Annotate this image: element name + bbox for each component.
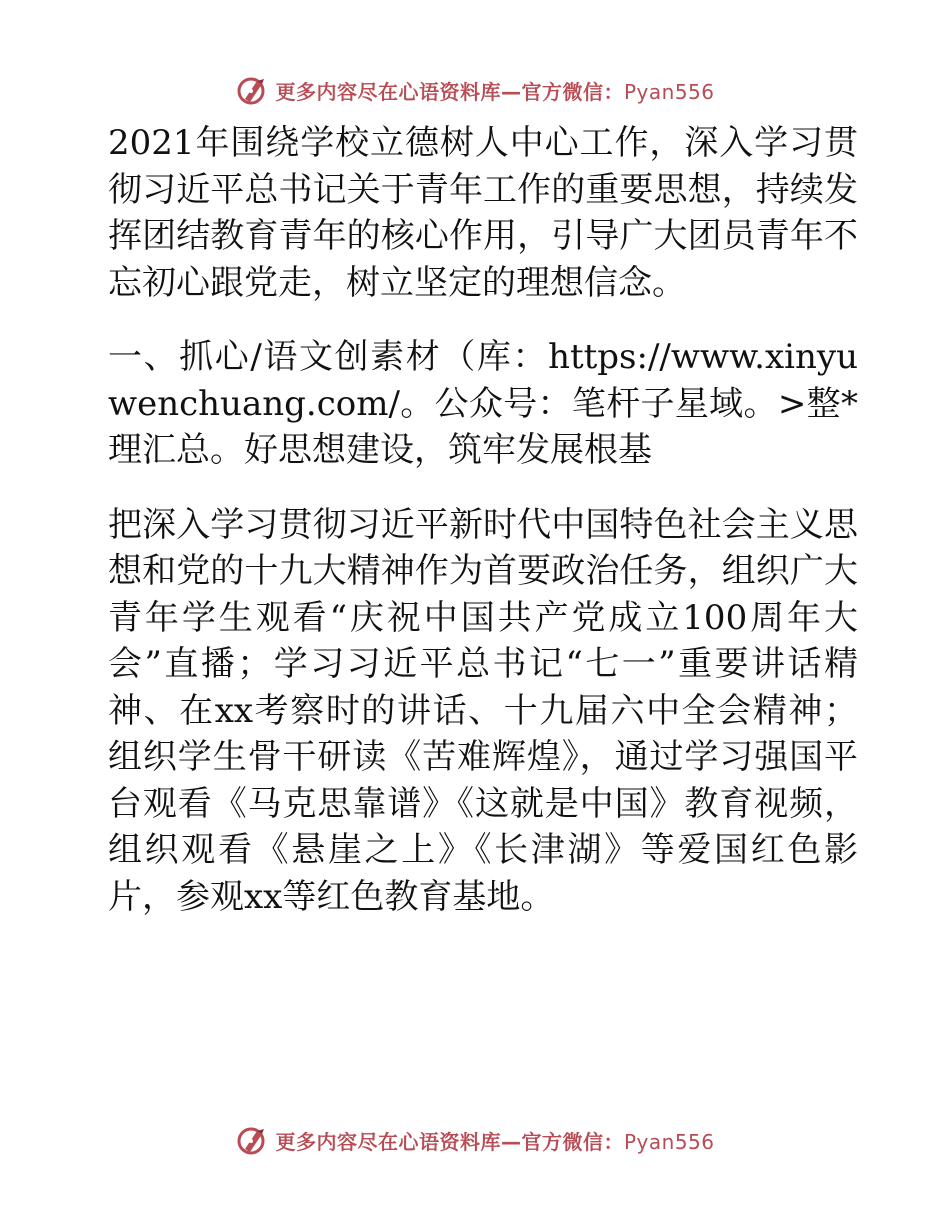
pen-nib-circle-icon [235, 73, 269, 107]
wechat-id: Pyan556 [623, 79, 715, 104]
footer-banner [0, 1118, 950, 1162]
paragraph-body: 把深入学习贯彻习近平新时代中国特色社会主义思想和党的十九大精神作为首要政治任务，组织广大青年学生观看“庆祝中国共产党成立100周年大会”直播；学习习近平总书记“七一”重要讲话精神、在xx考察时的讲话、十九届六中全会精神；组织学生骨干研读《苦难辉煌》，通过学习强国平台观看《马克思靠谱》《这就是中国》教育视频，组织观看《悬崖之上》《长津湖》等爱国红色影片，参观xx等红色教育基地。 [108, 504, 858, 917]
section-heading: 一、抓心/语文创素材（库：https://www.xinyuwenchuang.com/。公众号：笔杆子星域。>整*理汇总。好思想建设，筑牢发展根基 [108, 337, 858, 470]
document-body [98, 120, 858, 920]
header-banner [0, 68, 950, 112]
pen-nib-circle-icon [235, 1123, 269, 1157]
footer-banner-text: 更多内容尽在心语资料库—官方微信：Pyan556 [275, 1129, 715, 1154]
paragraph-intro: 2021年围绕学校立德树人中心工作，深入学习贯彻习近平总书记关于青年工作的重要思想，持续发挥团结教育青年的核心作用，引导广大团员青年不忘初心跟党走，树立坚定的理想信念。 [108, 123, 858, 303]
wechat-id: Pyan556 [623, 1129, 715, 1154]
header-banner-text: 更多内容尽在心语资料库—官方微信：Pyan556 [275, 79, 715, 104]
